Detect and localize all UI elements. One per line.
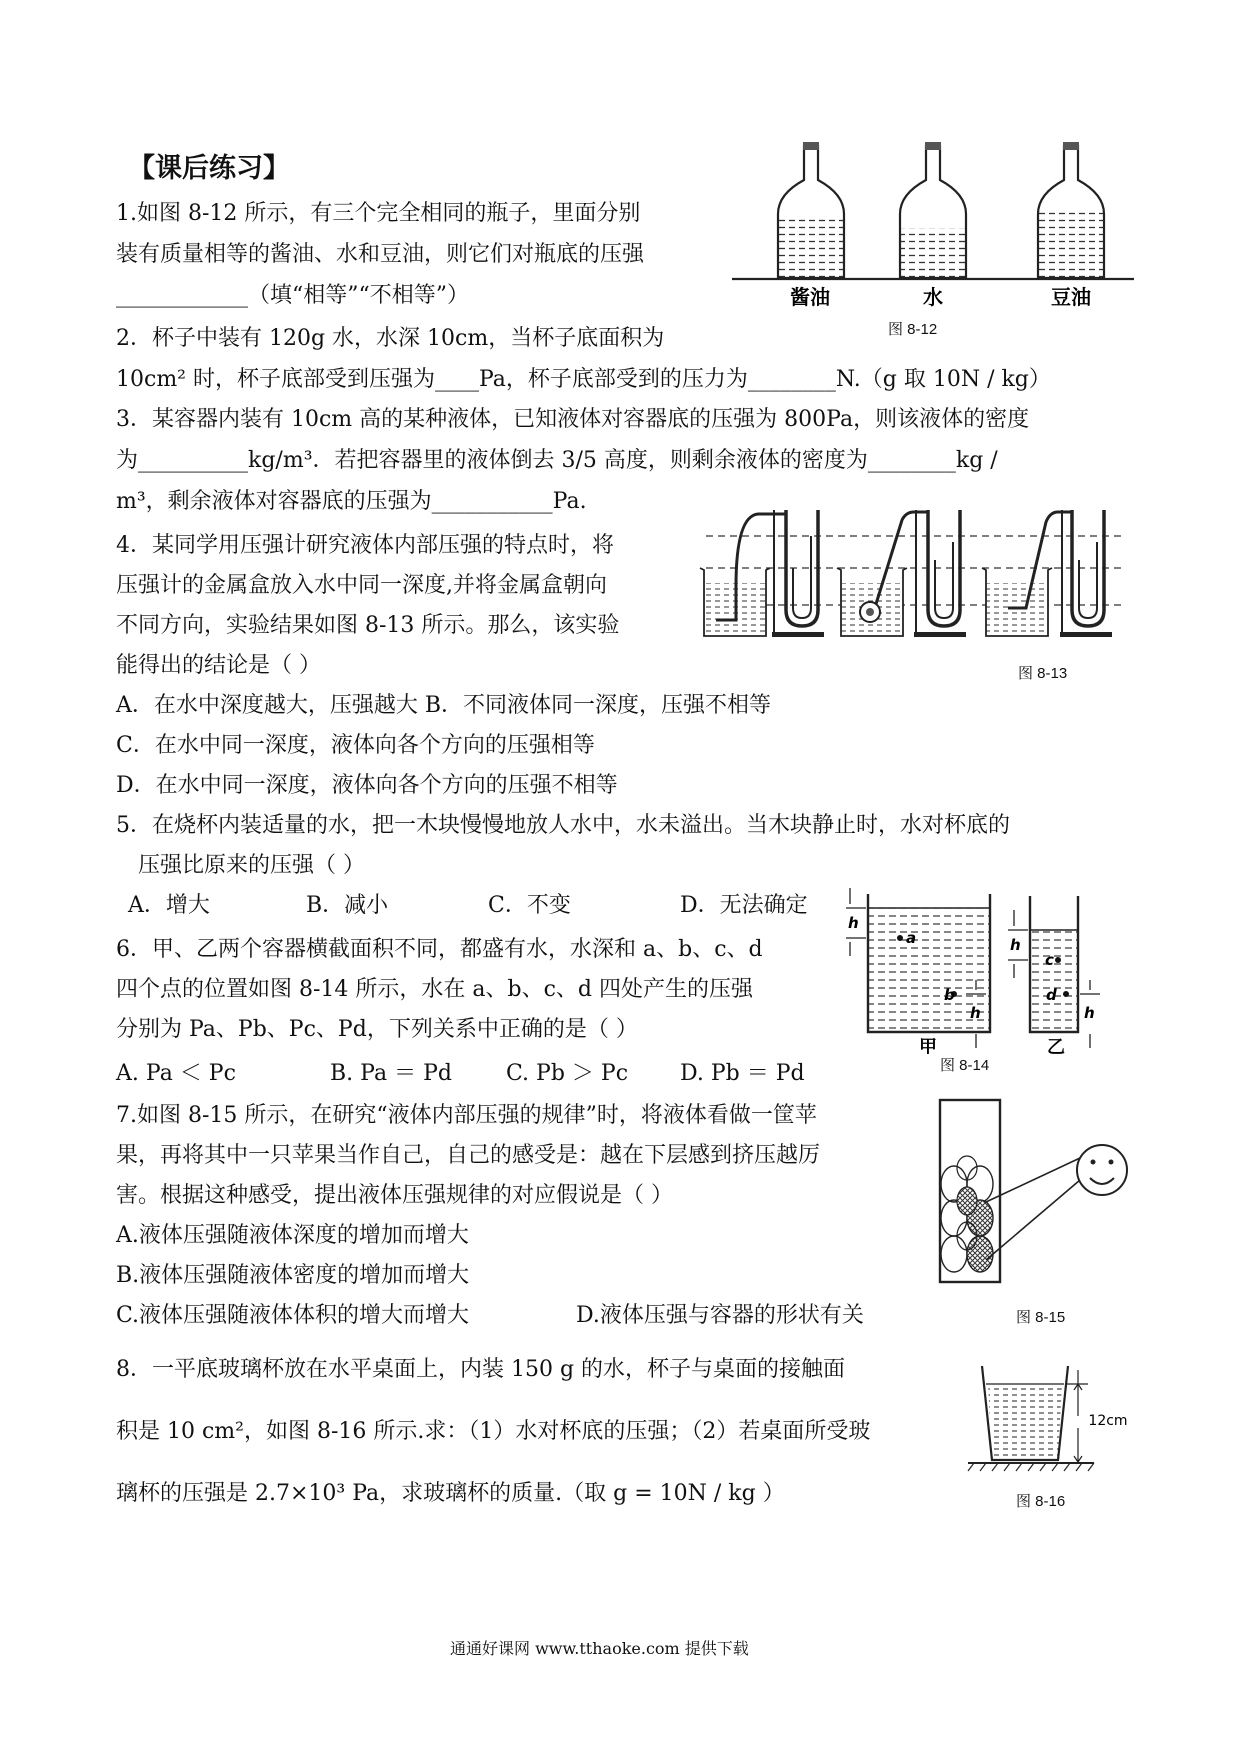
- q7-option-c: C.液体压强随液体体积的增大而增大: [116, 1303, 470, 1328]
- q8-line1: 8．一平底玻璃杯放在水平桌面上，内装 150 g 的水，杯子与桌面的接触面: [116, 1357, 846, 1382]
- q5-line2: 压强比原来的压强（ ）: [138, 853, 365, 878]
- q6-option-d: D. Pb ＝ Pd: [680, 1061, 805, 1086]
- q1-line2: 装有质量相等的酱油、水和豆油，则它们对瓶底的压强: [116, 242, 645, 267]
- label-soy: 酱油: [790, 285, 830, 309]
- section-title: 【课后练习】: [128, 153, 290, 184]
- bottle-soy: [778, 142, 844, 278]
- figure-8-14-caption: 图 8-14: [940, 1057, 990, 1074]
- point-d-label: d: [1046, 986, 1057, 1004]
- q2-line1: 2．杯子中装有 120g 水，水深 10cm，当杯子底面积为: [116, 326, 665, 351]
- q8-line2: 积是 10 cm²，如图 8-16 所示.求：（1）水对杯底的压强；（2）若桌面所受玻: [116, 1419, 871, 1444]
- q7-option-b: B.液体压强随液体密度的增加而增大: [116, 1263, 470, 1288]
- gauge-setup-2: [837, 510, 966, 637]
- q4-line4: 能得出的结论是（ ）: [116, 653, 321, 678]
- bottle-bean-oil: [1038, 142, 1104, 278]
- q6-line1: 6．甲、乙两个容器横截面积不同，都盛有水，水深和 a、b、c、d: [116, 937, 763, 962]
- figure-8-13-caption: 图 8-13: [1018, 665, 1068, 682]
- q8-line3: 璃杯的压强是 2.7×10³ Pa，求玻璃杯的质量.（取 g = 10N / kg ）: [116, 1481, 785, 1506]
- q6-option-c: C. Pb ＞ Pc: [506, 1061, 629, 1086]
- page-footer: 通通好课网 www.tthaoke.com 提供下载: [450, 1639, 749, 1658]
- figure-8-15: [930, 1098, 1130, 1288]
- figure-8-16-caption: 图 8-16: [1016, 1493, 1066, 1510]
- q4-option-a: A．在水中深度越大，压强越大 B．不同液体同一深度，压强不相等: [116, 693, 772, 718]
- q3-line1: 3．某容器内装有 10cm 高的某种液体，已知液体对容器底的压强为 800Pa，则该液体的密度: [116, 407, 1030, 432]
- label-jia: 甲: [919, 1037, 937, 1054]
- q4-option-c: C．在水中同一深度，液体向各个方向的压强相等: [116, 733, 595, 758]
- q3-line3: m³，剩余液体对容器底的压强为___________Pa.: [116, 489, 587, 514]
- q6-option-a: A. Pa ＜ Pc: [116, 1061, 236, 1086]
- label-bean-oil: 豆油: [1051, 285, 1091, 309]
- q5-option-d: D．无法确定: [680, 893, 808, 918]
- q1-line3: ____________（填“相等”“不相等”）: [116, 283, 469, 308]
- glass-cup: [982, 1366, 1068, 1460]
- q5-option-c: C．不变: [488, 893, 571, 918]
- smiley-face-icon: [1077, 1145, 1127, 1195]
- container-yi: [1008, 896, 1100, 1054]
- q7-line1: 7.如图 8-15 所示，在研究“液体内部压强的规律”时，将液体看做一筐苹: [116, 1103, 817, 1128]
- q4-option-d: D．在水中同一深度，液体向各个方向的压强不相等: [116, 773, 618, 798]
- point-b-label: b: [944, 986, 955, 1004]
- q7-line3: 害。根据这种感受，提出液体压强规律的对应假说是（ ）: [116, 1183, 673, 1208]
- q3-line2: 为__________kg/m³．若把容器里的液体倒去 3/5 高度，则剩余液体的密度为________kg /: [116, 448, 998, 473]
- figure-8-14: [844, 888, 1112, 1054]
- yi-bottom-h-label: h: [1084, 1004, 1095, 1022]
- jia-bottom-h-label: h: [970, 1004, 981, 1022]
- q1-line1: 1.如图 8-12 所示，有三个完全相同的瓶子，里面分别: [116, 201, 641, 226]
- bottle-water: [900, 142, 966, 278]
- gauge-setup-3: [982, 510, 1112, 637]
- gauge-setup-1: [700, 510, 824, 637]
- depth-label: 12cm: [1088, 1413, 1128, 1429]
- label-yi: 乙: [1047, 1037, 1065, 1054]
- label-water: 水: [923, 285, 943, 309]
- jia-depth-h-label: h: [848, 914, 859, 932]
- q6-line3: 分别为 Pa、Pb、Pc、Pd，下列关系中正确的是（ ）: [116, 1017, 638, 1042]
- q6-option-b: B. Pa ＝ Pd: [330, 1061, 452, 1086]
- q7-option-a: A.液体压强随液体深度的增加而增大: [116, 1223, 469, 1248]
- yi-depth-h-label: h: [1010, 936, 1021, 954]
- q7-option-d: D.液体压强与容器的形状有关: [576, 1303, 864, 1328]
- q4-line3: 不同方向，实验结果如图 8-13 所示。那么，该实验: [116, 613, 620, 638]
- container-jia: [846, 888, 990, 1054]
- q2-line2: 10cm² 时，杯子底部受到压强为____Pa，杯子底部受到的压力为________N.（g 取 10N / kg）: [116, 367, 1051, 392]
- figure-8-16: [966, 1362, 1136, 1480]
- q4-line1: 4．某同学用压强计研究液体内部压强的特点时，将: [116, 533, 614, 558]
- q5-option-a: A．增大: [128, 893, 210, 918]
- q5-line1: 5．在烧杯内装适量的水，把一木块慢慢地放人水中，水未溢出。当木块静止时，水对杯底的: [116, 813, 1011, 838]
- q7-line2: 果，再将其中一只苹果当作自己，自己的感受是：越在下层感到挤压越厉: [116, 1143, 821, 1168]
- figure-8-15-caption: 图 8-15: [1016, 1309, 1066, 1326]
- figure-8-12: [728, 140, 1138, 310]
- figure-8-13: [696, 508, 1126, 658]
- point-a-label: a: [906, 929, 917, 947]
- point-c-label: c: [1045, 951, 1054, 969]
- q6-line2: 四个点的位置如图 8-14 所示，水在 a、b、c、d 四处产生的压强: [116, 977, 754, 1002]
- q5-option-b: B．减小: [306, 893, 389, 918]
- q4-line2: 压强计的金属盒放入水中同一深度,并将金属盒朝向: [116, 573, 607, 598]
- figure-8-12-caption: 图 8-12: [888, 321, 938, 338]
